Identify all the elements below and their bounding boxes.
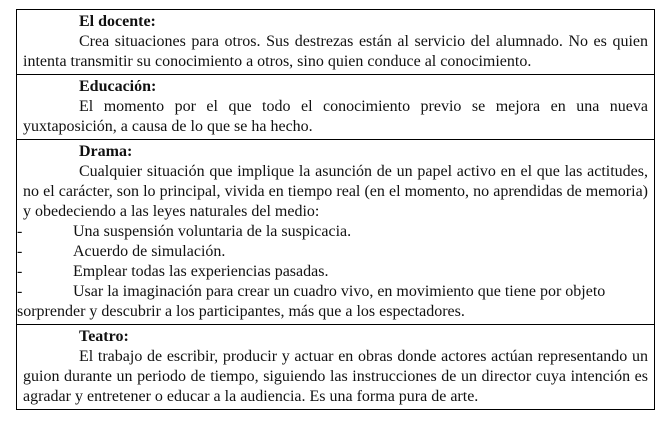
list-item-continuation: sorprender y descubrir a los participantes, más que a los espectadores. bbox=[17, 303, 465, 320]
bullet-dash: - bbox=[17, 223, 23, 240]
list-item-text: Una suspensión voluntaria de la suspicacia. bbox=[73, 223, 352, 240]
bullet-dash: - bbox=[17, 263, 23, 280]
section-text: El trabajo de escribir, producir y actuar en obras donde actores actúan representando un guion durante un periodo de tiempo, siguiendo las instrucciones de un director cuya intención es agradar y entretener o educar a la audiencia. Es una forma pura de arte. bbox=[23, 348, 648, 405]
list-item bbox=[17, 262, 648, 282]
bullet-dash: - bbox=[17, 243, 23, 260]
bullet-dash: - bbox=[17, 283, 23, 300]
section-title: Teatro: bbox=[79, 328, 129, 345]
section-text: Crea situaciones para otros. Sus destrezas están al servicio del alumnado. No es quien intenta transmitir su conocimiento a otros, sino quien conduce al conocimiento. bbox=[23, 33, 648, 70]
section-text: El momento por el que todo el conocimiento previo se mejora en una nueva yuxtaposición, a causa de lo que se ha hecho. bbox=[23, 98, 648, 135]
section-docente bbox=[17, 10, 654, 75]
section-teatro bbox=[17, 325, 654, 410]
section-title: Drama: bbox=[79, 143, 133, 160]
section-text: Cualquier situación que implique la asunción de un papel activo en el que las actitudes, no el carácter, son lo principal, vivida en tiempo real (en el momento, no aprendidas de memoria) y obedeciendo a las leyes naturales del medio: bbox=[23, 163, 648, 220]
list-item bbox=[17, 222, 648, 242]
section-title: El docente: bbox=[79, 13, 156, 30]
list-item-text: Usar la imaginación para crear un cuadro vivo, en movimiento que tiene por objeto bbox=[73, 283, 606, 300]
list-item-text: Emplear todas las experiencias pasadas. bbox=[73, 263, 329, 280]
section-title: Educación: bbox=[79, 78, 157, 95]
definitions-table bbox=[16, 9, 655, 410]
list-item bbox=[17, 282, 648, 302]
section-educacion bbox=[17, 75, 654, 140]
list-item-text: Acuerdo de simulación. bbox=[73, 243, 226, 260]
list-item bbox=[17, 242, 648, 262]
section-drama bbox=[17, 140, 654, 325]
